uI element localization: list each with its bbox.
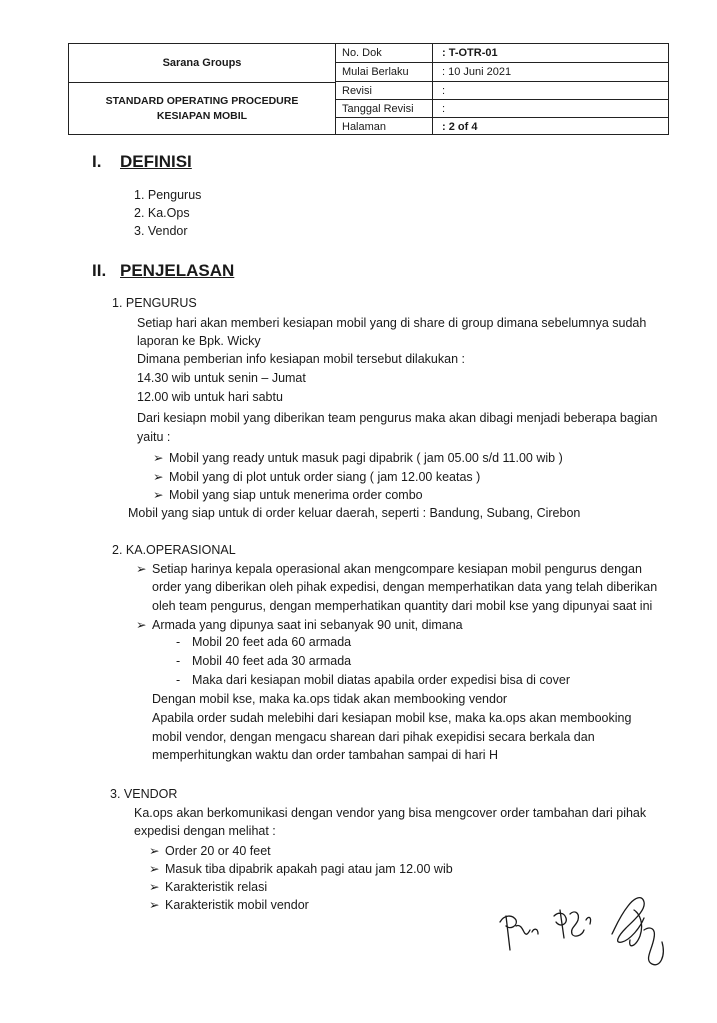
kaops-line: order yang diberikan oleh pihak expedisi, dengan memperhatikan data yang telah diberikan [152,580,658,594]
pengurus-line: Dimana pemberian info kesiapan mobil tersebut dilakukan : [137,352,465,366]
kaops-bullet [136,617,463,632]
header-value: : [442,85,446,97]
arrow-bullet-icon: ➢ [136,618,147,632]
header-key: Mulai Berlaku [342,66,409,78]
signatures-image [494,880,674,975]
document-title [69,83,335,134]
header-key: Halaman [342,121,387,133]
arrow-bullet-icon: ➢ [149,880,160,894]
definisi-item: 2. Ka.Ops [134,206,190,220]
pengurus-line: Dari kesiapn mobil yang diberikan team pengurus maka akan dibagi menjadi beberapa bagian [137,411,658,425]
pengurus-bullet-text: Mobil yang ready untuk masuk pagi dipabrik ( jam 05.00 s/d 11.00 wib ) [169,451,563,465]
section-penjelasan-heading [92,261,234,281]
header-key: Revisi [342,85,372,97]
kaops-bullet-text: Armada yang dipunya saat ini sebanyak 90 unit, dimana [152,618,463,632]
vendor-bullet [149,861,453,876]
arrow-bullet-icon: ➢ [149,898,160,912]
vendor-bullet-text: Karakteristik relasi [165,880,268,894]
kaops-line: oleh team pengurus, dengan memperhatikan quantity dari mobil kse yang dipunyai saat ini [152,599,653,613]
kaops-bullet [136,561,642,576]
kaops-dash-item [176,654,351,668]
pengurus-bullet-text: Mobil yang di plot untuk order siang ( jam 12.00 keatas ) [169,470,481,484]
kaops-line: Apabila order sudah melebihi dari kesiapan mobil kse, maka ka.ops akan membooking [152,711,632,725]
vendor-line: Ka.ops akan berkomunikasi dengan vendor yang bisa mengcover order tambahan dari pihak [134,806,647,820]
definisi-item: 3. Vendor [134,224,188,238]
header-separator [432,44,433,62]
header-key: No. Dok [342,47,382,59]
vendor-bullet [149,897,309,912]
kaops-line: Dengan mobil kse, maka ka.ops tidak akan membooking vendor [152,692,508,706]
header-left-column [69,44,336,134]
pengurus-line: 12.00 wib untuk hari sabtu [137,390,283,404]
pengurus-line: 14.30 wib untuk senin – Jumat [137,371,306,385]
vendor-line: expedisi dengan melihat : [134,824,276,838]
pengurus-line: laporan ke Bpk. Wicky [137,334,261,348]
header-row-halaman [336,118,668,134]
vendor-bullet-text: Order 20 or 40 feet [165,844,271,858]
kaops-dash-item [176,635,351,649]
header-row-mulai-berlaku [336,63,668,82]
section-number: II. [92,261,107,280]
pengurus-bullet [153,450,563,465]
header-row-revisi [336,82,668,100]
pengurus-bullet-text: Mobil yang siap untuk menerima order combo [169,488,423,502]
arrow-bullet-icon: ➢ [153,451,164,465]
header-row-no-dok [336,44,668,63]
pengurus-bullet [153,469,480,484]
dash-bullet: - [176,654,181,668]
kaops-dash-text: Mobil 40 feet ada 30 armada [192,654,352,668]
kaops-dash-text: Mobil 20 feet ada 60 armada [192,635,352,649]
pengurus-line: Setiap hari akan memberi kesiapan mobil yang di share di group dimana sebelumnya sudah [137,316,647,330]
dash-bullet: - [176,635,181,649]
vendor-bullet [149,879,267,894]
header-separator [432,100,433,117]
header-value: : 2 of 4 [442,121,478,133]
header-separator [432,82,433,99]
arrow-bullet-icon: ➢ [149,862,160,876]
header-value: : [442,103,446,115]
kaops-line: memperhitungkan waktu dan order tambahan sampai di hari H [152,748,499,762]
vendor-bullet-text: Karakteristik mobil vendor [165,898,309,912]
pengurus-closing: Mobil yang siap untuk di order keluar daerah, seperti : Bandung, Subang, Cirebon [128,506,581,520]
arrow-bullet-icon: ➢ [136,562,147,576]
dash-bullet: - [176,673,181,687]
pengurus-heading: 1. PENGURUS [112,296,197,310]
section-definisi-heading [92,152,192,172]
kaops-line: mobil vendor, dengan mengacu sharean dari pihak exepidisi secara berkala dan [152,730,595,744]
arrow-bullet-icon: ➢ [153,470,164,484]
arrow-bullet-icon: ➢ [149,844,160,858]
vendor-bullet [149,843,271,858]
header-row-tanggal-revisi [336,100,668,118]
header-value: : T-OTR-01 [442,47,498,59]
header-key: Tanggal Revisi [342,103,414,115]
pengurus-bullet [153,487,423,502]
section-title: DEFINISI [120,152,192,171]
pengurus-line: yaitu : [137,430,171,444]
header-info-rows [336,44,668,134]
header-separator [432,63,433,81]
header-value: : 10 Juni 2021 [442,66,512,78]
vendor-bullet-text: Masuk tiba dipabrik apakah pagi atau jam 12.00 wib [165,862,453,876]
kaops-dash-item [176,673,570,687]
vendor-heading: 3. VENDOR [110,787,178,801]
document-header-table [68,43,669,135]
definisi-item: 1. Pengurus [134,188,202,202]
arrow-bullet-icon: ➢ [153,488,164,502]
document-title-line-1: STANDARD OPERATING PROCEDURE [105,94,299,107]
kaops-dash-text: Maka dari kesiapan mobil diatas apabila order expedisi bisa di cover [192,673,570,687]
company-name: Sarana Groups [69,44,335,83]
kaops-bullet-text: Setiap harinya kepala operasional akan mengcompare kesiapan mobil pengurus dengan [152,562,642,576]
section-number: I. [92,152,102,171]
section-title: PENJELASAN [120,261,235,280]
document-title-line-2: KESIAPAN MOBIL [156,109,248,122]
kaops-heading: 2. KA.OPERASIONAL [112,543,236,557]
header-separator [432,118,433,134]
